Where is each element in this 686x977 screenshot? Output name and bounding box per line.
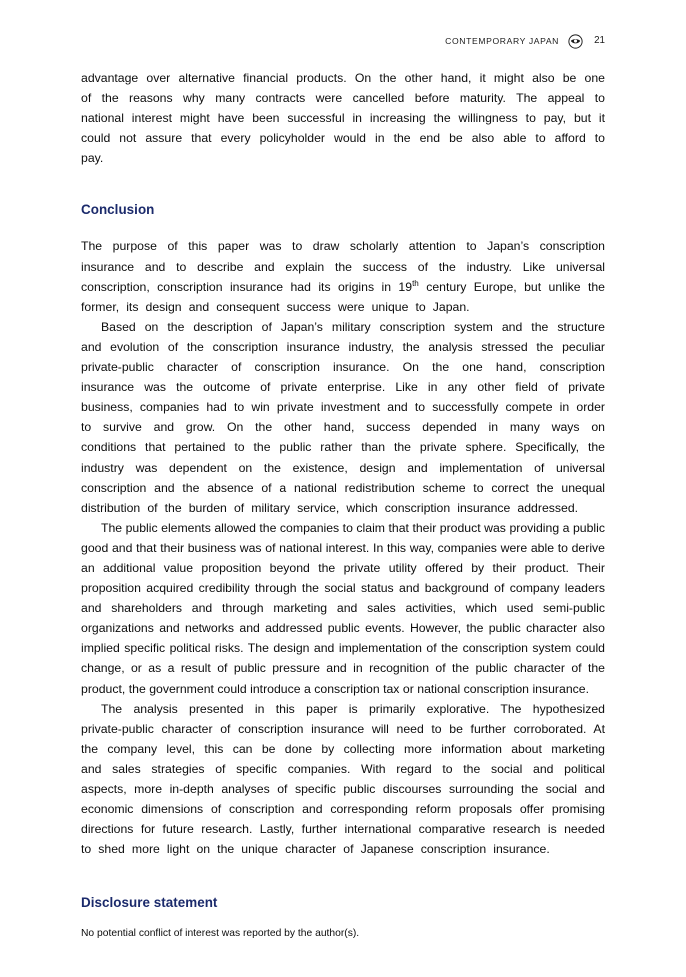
ordinal-superscript: th [412,278,419,288]
paragraph-text-before-superscript: The purpose of this paper was to draw scholarly attention to Japan’s conscription insurance and to describe and explain the success of the industry. Like universal conscription, conscription insurance had its origins in 19 [81,239,605,294]
conclusion-paragraph-1 [81,236,605,316]
spacer [81,168,605,201]
disclosure-heading: Disclosure statement [81,895,218,911]
conclusion-paragraph-3: The public elements allowed the companies to claim that their product was providing a public good and that their business was of national interest. In this way, companies were able to derive an additional value proposition beyond the private utility offered by their product. Their proposition acquired credibility through the social status and background of company leaders and shareholders and through marketing and sales activities, which used semi-public organizations and networks and addressed public events. However, the public character also implied specific political risks. The design and implementation of the conscription system could change, or as a result of public pressure and in recognition of the public character of the product, the government could introduce a conscription tax or national conscription insurance. [81,520,605,696]
text-column [81,68,605,942]
spacer [81,912,605,926]
spacer [81,859,605,894]
crossmark-icon[interactable] [568,34,583,49]
disclosure-text: No potential conflict of interest was reported by the author(s). [81,928,360,940]
conclusion-paragraph-4: The analysis presented in this paper is primarily explorative. The hypothesized private-public character of conscription insurance will need to be further corroborated. At the company level, this can be done by collecting more information about marketing and sales strategies of specific companies. With regard to the social and political aspects, more in-depth analyses of specific public discourses surrounding the social and economic dimensions of conscription and corresponding reform proposals offer promising directions for future research. Lastly, further international comparative research is needed to shed more light on the unique character of Japanese conscription insurance. [81,701,605,857]
conclusion-paragraph-2: Based on the description of Japan’s military conscription system and the structure and evolution of the conscription insurance industry, the analysis stressed the peculiar private-public character of conscription insurance. On the one hand, conscription insurance was the outcome of private enterprise. Like in any other field of private business, companies had to win private investment and to successfully compete in order to survive and grow. On the other hand, success depended in many ways on conditions that pertained to the public rather than the private sphere. Specifically, the industry was dependent on the existence, design and implementation of universal conscription and the absence of a national redistribution scheme to correct the unequal distribution of the burden of military service, which conscription insurance addressed. [81,319,605,515]
page-number: 21 [594,35,605,47]
running-head [445,33,605,49]
conclusion-heading: Conclusion [81,202,155,218]
paragraph-text-after-superscript: century Europe, but unlike the former, its design and consequent success were unique to Japan. [81,279,605,314]
journal-title: CONTEMPORARY JAPAN [445,35,559,46]
spacer [81,219,605,236]
continued-paragraph: advantage over alternative financial products. On the other hand, it might also be one of the reasons why many contracts were cancelled before maturity. The appeal to national interest might have been successful in increasing the willingness to pay, but it could not assure that every policyholder would in the end be also able to afford to pay. [81,71,605,166]
